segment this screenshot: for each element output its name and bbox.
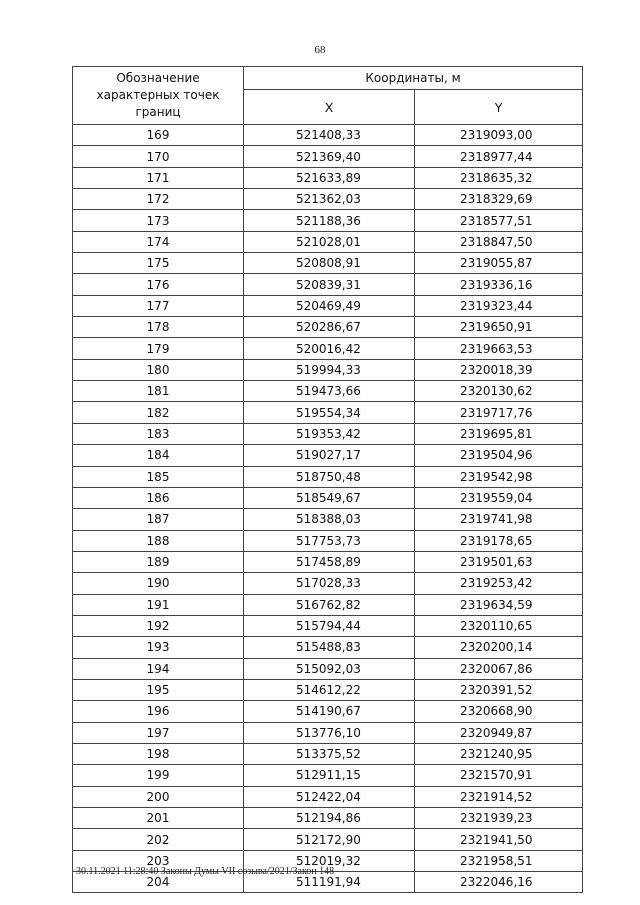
x-coordinate-cell: 520469,49 bbox=[244, 295, 415, 316]
y-coordinate-cell: 2320130,62 bbox=[415, 381, 583, 402]
x-coordinate-cell: 521369,40 bbox=[244, 146, 415, 167]
x-coordinate-cell: 520286,67 bbox=[244, 317, 415, 338]
x-coordinate-cell: 519994,33 bbox=[244, 359, 415, 380]
table-row bbox=[73, 231, 583, 252]
y-coordinate-cell: 2321240,95 bbox=[415, 743, 583, 764]
table-row bbox=[73, 487, 583, 508]
point-number-cell: 201 bbox=[73, 808, 244, 829]
y-coordinate-cell: 2321958,51 bbox=[415, 850, 583, 871]
table-row bbox=[73, 743, 583, 764]
point-number-cell: 181 bbox=[73, 381, 244, 402]
y-coordinate-cell: 2321570,91 bbox=[415, 765, 583, 786]
table-row bbox=[73, 722, 583, 743]
x-coordinate-cell: 515488,83 bbox=[244, 637, 415, 658]
point-number-cell: 177 bbox=[73, 295, 244, 316]
y-coordinate-cell: 2321939,23 bbox=[415, 808, 583, 829]
x-coordinate-cell: 513776,10 bbox=[244, 722, 415, 743]
table-row bbox=[73, 167, 583, 188]
y-coordinate-cell: 2322046,16 bbox=[415, 872, 583, 893]
point-number-cell: 185 bbox=[73, 466, 244, 487]
y-coordinate-cell: 2318577,51 bbox=[415, 210, 583, 231]
y-coordinate-cell: 2319501,63 bbox=[415, 551, 583, 572]
y-coordinate-cell: 2318977,44 bbox=[415, 146, 583, 167]
y-coordinate-cell: 2319559,04 bbox=[415, 487, 583, 508]
header-x: X bbox=[244, 90, 415, 125]
x-coordinate-cell: 519353,42 bbox=[244, 423, 415, 444]
y-coordinate-cell: 2318329,69 bbox=[415, 189, 583, 210]
point-number-cell: 196 bbox=[73, 701, 244, 722]
y-coordinate-cell: 2321941,50 bbox=[415, 829, 583, 850]
table-row bbox=[73, 765, 583, 786]
y-coordinate-cell: 2320067,86 bbox=[415, 658, 583, 679]
y-coordinate-cell: 2319504,96 bbox=[415, 445, 583, 466]
table-row bbox=[73, 701, 583, 722]
x-coordinate-cell: 516762,82 bbox=[244, 594, 415, 615]
table-row bbox=[73, 274, 583, 295]
point-number-cell: 200 bbox=[73, 786, 244, 807]
point-number-cell: 189 bbox=[73, 551, 244, 572]
x-coordinate-cell: 521362,03 bbox=[244, 189, 415, 210]
x-coordinate-cell: 519027,17 bbox=[244, 445, 415, 466]
point-number-cell: 179 bbox=[73, 338, 244, 359]
x-coordinate-cell: 521408,33 bbox=[244, 125, 415, 146]
point-number-cell: 183 bbox=[73, 423, 244, 444]
table-row bbox=[73, 146, 583, 167]
header-coordinates: Координаты, м bbox=[244, 67, 583, 90]
x-coordinate-cell: 521028,01 bbox=[244, 231, 415, 252]
y-coordinate-cell: 2319178,65 bbox=[415, 530, 583, 551]
point-number-cell: 192 bbox=[73, 615, 244, 636]
table-row bbox=[73, 530, 583, 551]
y-coordinate-cell: 2319253,42 bbox=[415, 573, 583, 594]
y-coordinate-cell: 2319093,00 bbox=[415, 125, 583, 146]
y-coordinate-cell: 2320668,90 bbox=[415, 701, 583, 722]
table-row bbox=[73, 295, 583, 316]
point-number-cell: 202 bbox=[73, 829, 244, 850]
coordinates-table bbox=[72, 66, 583, 893]
point-number-cell: 190 bbox=[73, 573, 244, 594]
y-coordinate-cell: 2319695,81 bbox=[415, 423, 583, 444]
x-coordinate-cell: 519473,66 bbox=[244, 381, 415, 402]
point-number-cell: 195 bbox=[73, 679, 244, 700]
x-coordinate-cell: 518750,48 bbox=[244, 466, 415, 487]
x-coordinate-cell: 514612,22 bbox=[244, 679, 415, 700]
table-row bbox=[73, 423, 583, 444]
point-number-cell: 170 bbox=[73, 146, 244, 167]
y-coordinate-cell: 2320018,39 bbox=[415, 359, 583, 380]
point-number-cell: 171 bbox=[73, 167, 244, 188]
x-coordinate-cell: 519554,34 bbox=[244, 402, 415, 423]
table-row bbox=[73, 338, 583, 359]
y-coordinate-cell: 2319542,98 bbox=[415, 466, 583, 487]
y-coordinate-cell: 2320391,52 bbox=[415, 679, 583, 700]
page-number: 68 bbox=[314, 44, 326, 56]
x-coordinate-cell: 517458,89 bbox=[244, 551, 415, 572]
x-coordinate-cell: 513375,52 bbox=[244, 743, 415, 764]
x-coordinate-cell: 512911,15 bbox=[244, 765, 415, 786]
table-row bbox=[73, 551, 583, 572]
table-row bbox=[73, 658, 583, 679]
point-number-cell: 178 bbox=[73, 317, 244, 338]
table-row bbox=[73, 253, 583, 274]
table-row bbox=[73, 189, 583, 210]
table-row bbox=[73, 615, 583, 636]
y-coordinate-cell: 2319323,44 bbox=[415, 295, 583, 316]
point-number-cell: 184 bbox=[73, 445, 244, 466]
table-row bbox=[73, 679, 583, 700]
table-row bbox=[73, 829, 583, 850]
x-coordinate-cell: 518549,67 bbox=[244, 487, 415, 508]
x-coordinate-cell: 521633,89 bbox=[244, 167, 415, 188]
point-number-cell: 186 bbox=[73, 487, 244, 508]
point-number-cell: 175 bbox=[73, 253, 244, 274]
point-number-cell: 176 bbox=[73, 274, 244, 295]
x-coordinate-cell: 512422,04 bbox=[244, 786, 415, 807]
x-coordinate-cell: 515092,03 bbox=[244, 658, 415, 679]
y-coordinate-cell: 2319741,98 bbox=[415, 509, 583, 530]
footer-stamp: 30.11.2021 11:28:40 Законы Думы VII созыва/2021/Закон 148 bbox=[76, 866, 335, 877]
y-coordinate-cell: 2320110,65 bbox=[415, 615, 583, 636]
y-coordinate-cell: 2318635,32 bbox=[415, 167, 583, 188]
point-number-cell: 180 bbox=[73, 359, 244, 380]
y-coordinate-cell: 2320200,14 bbox=[415, 637, 583, 658]
point-number-cell: 188 bbox=[73, 530, 244, 551]
table-row bbox=[73, 573, 583, 594]
point-number-cell: 182 bbox=[73, 402, 244, 423]
point-number-cell: 187 bbox=[73, 509, 244, 530]
y-coordinate-cell: 2319055,87 bbox=[415, 253, 583, 274]
header-point-designation: Обозначение характерных точек границ bbox=[73, 67, 244, 125]
point-number-cell: 172 bbox=[73, 189, 244, 210]
y-coordinate-cell: 2319717,76 bbox=[415, 402, 583, 423]
point-number-cell: 191 bbox=[73, 594, 244, 615]
point-number-cell: 199 bbox=[73, 765, 244, 786]
table-row bbox=[73, 359, 583, 380]
table-row bbox=[73, 509, 583, 530]
y-coordinate-cell: 2320949,87 bbox=[415, 722, 583, 743]
y-coordinate-cell: 2319663,53 bbox=[415, 338, 583, 359]
point-number-cell: 198 bbox=[73, 743, 244, 764]
table-row bbox=[73, 210, 583, 231]
y-coordinate-cell: 2319634,59 bbox=[415, 594, 583, 615]
point-number-cell: 203 bbox=[73, 850, 244, 871]
x-coordinate-cell: 517028,33 bbox=[244, 573, 415, 594]
table-row bbox=[73, 594, 583, 615]
x-coordinate-cell: 511191,94 bbox=[244, 872, 415, 893]
point-number-cell: 193 bbox=[73, 637, 244, 658]
x-coordinate-cell: 514190,67 bbox=[244, 701, 415, 722]
table-row bbox=[73, 466, 583, 487]
x-coordinate-cell: 512172,90 bbox=[244, 829, 415, 850]
y-coordinate-cell: 2319336,16 bbox=[415, 274, 583, 295]
table-row bbox=[73, 637, 583, 658]
table-row bbox=[73, 786, 583, 807]
x-coordinate-cell: 520808,91 bbox=[244, 253, 415, 274]
point-number-cell: 204 bbox=[73, 872, 244, 893]
x-coordinate-cell: 515794,44 bbox=[244, 615, 415, 636]
x-coordinate-cell: 512194,86 bbox=[244, 808, 415, 829]
y-coordinate-cell: 2318847,50 bbox=[415, 231, 583, 252]
point-number-cell: 194 bbox=[73, 658, 244, 679]
table-body bbox=[73, 125, 583, 893]
table-header bbox=[73, 67, 583, 125]
table-row bbox=[73, 317, 583, 338]
x-coordinate-cell: 517753,73 bbox=[244, 530, 415, 551]
table-row bbox=[73, 381, 583, 402]
y-coordinate-cell: 2319650,91 bbox=[415, 317, 583, 338]
x-coordinate-cell: 521188,36 bbox=[244, 210, 415, 231]
point-number-cell: 197 bbox=[73, 722, 244, 743]
table-row bbox=[73, 125, 583, 146]
table-row bbox=[73, 808, 583, 829]
point-number-cell: 174 bbox=[73, 231, 244, 252]
header-y: Y bbox=[415, 90, 583, 125]
point-number-cell: 173 bbox=[73, 210, 244, 231]
x-coordinate-cell: 520839,31 bbox=[244, 274, 415, 295]
x-coordinate-cell: 520016,42 bbox=[244, 338, 415, 359]
y-coordinate-cell: 2321914,52 bbox=[415, 786, 583, 807]
table-row bbox=[73, 445, 583, 466]
point-number-cell: 169 bbox=[73, 125, 244, 146]
x-coordinate-cell: 512019,32 bbox=[244, 850, 415, 871]
table-row bbox=[73, 402, 583, 423]
x-coordinate-cell: 518388,03 bbox=[244, 509, 415, 530]
